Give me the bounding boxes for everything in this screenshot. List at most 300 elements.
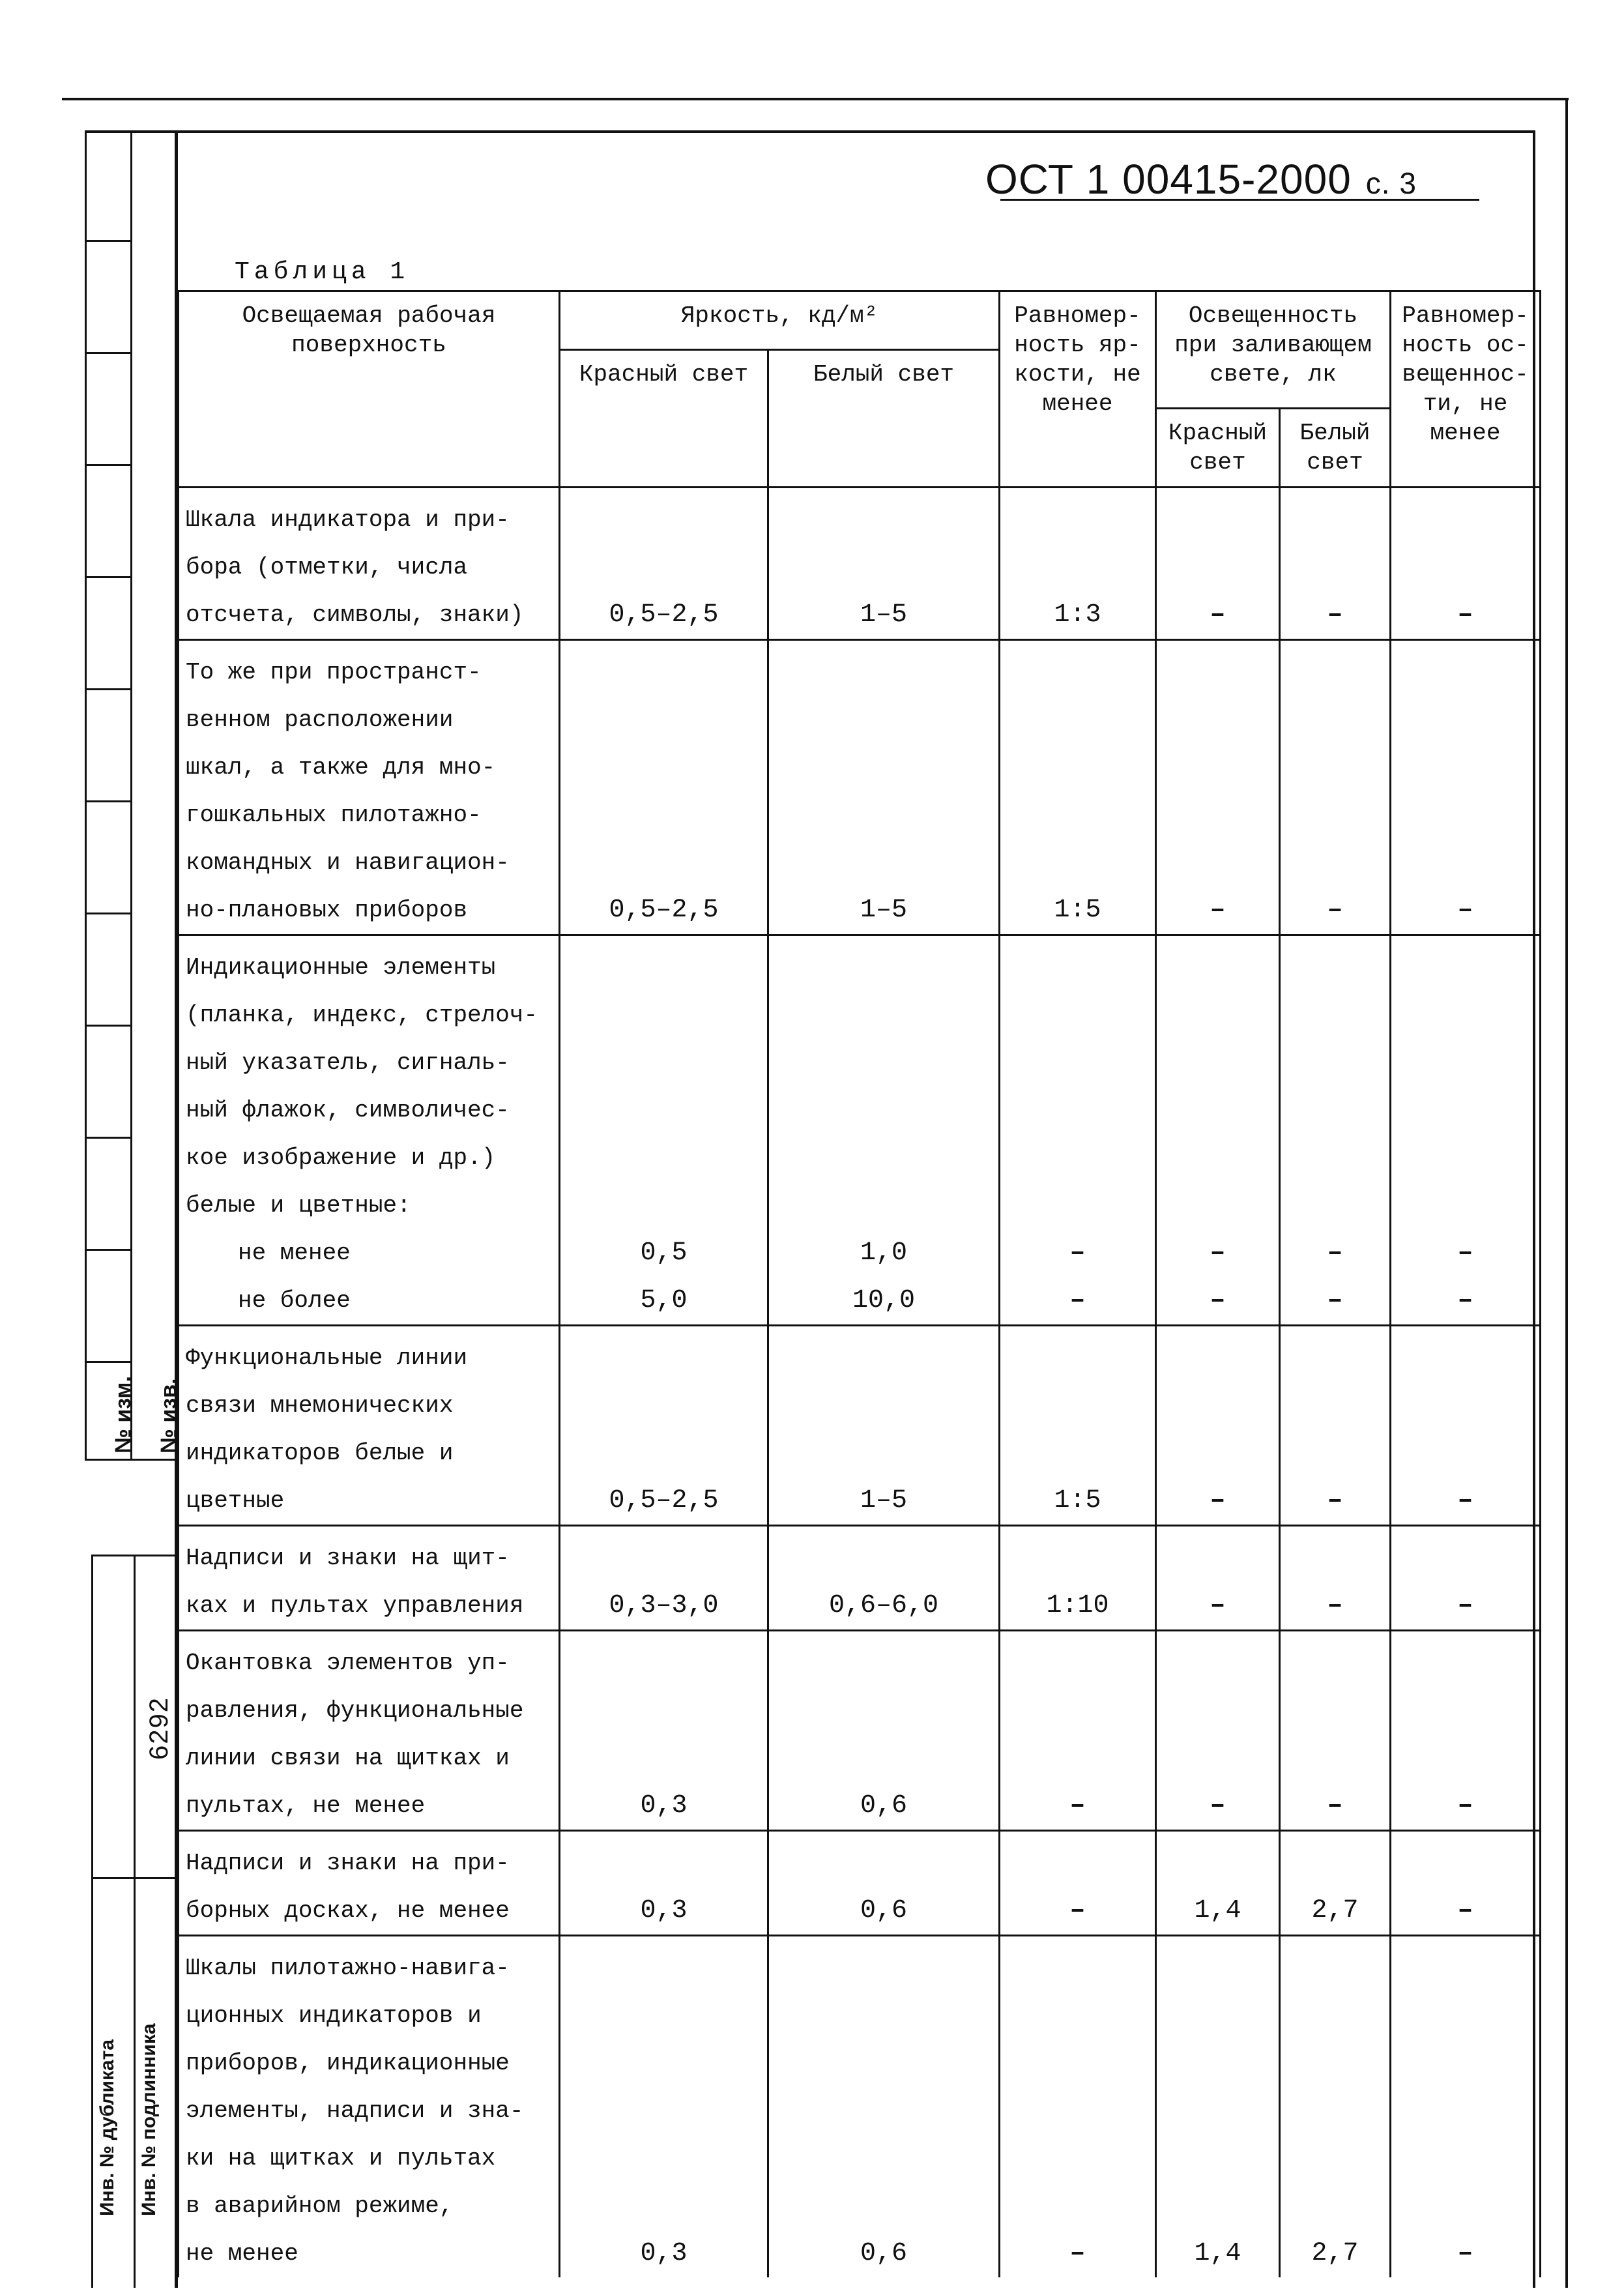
value: 0,5–2,5 [609, 600, 719, 630]
value [1157, 744, 1279, 791]
value [560, 544, 767, 591]
value [1157, 2135, 1279, 2182]
value [1157, 1334, 1279, 1382]
value [769, 1944, 998, 1992]
value [560, 2087, 767, 2135]
value [1391, 1534, 1539, 1582]
value [560, 1944, 767, 1992]
value [1281, 1382, 1389, 1429]
value [1391, 839, 1539, 886]
value [769, 839, 998, 886]
value [1281, 496, 1389, 544]
surface-line: гошкальных пилотажно- [186, 802, 482, 828]
surface-line: в аварийном режиме, [186, 2193, 454, 2219]
value [1157, 1182, 1279, 1229]
value [1000, 839, 1155, 886]
value [1281, 1944, 1389, 1992]
value [1000, 2182, 1155, 2230]
value [1000, 1992, 1155, 2039]
margin-tick-11 [85, 1361, 130, 1363]
value: – [1210, 1791, 1226, 1820]
margin-tick-7 [85, 913, 130, 914]
value: 1–5 [860, 600, 908, 630]
value [769, 944, 998, 991]
surface-line: связи мнемонических [186, 1392, 454, 1419]
surface-line: ный указатель, сигналь- [186, 1049, 510, 1076]
value: – [1457, 2239, 1473, 2268]
value [1391, 1992, 1539, 2039]
value: – [1457, 1896, 1473, 1925]
value: – [1210, 600, 1226, 630]
value [1000, 991, 1155, 1039]
value [1000, 1087, 1155, 1134]
surface-line: То же при пространст- [186, 659, 482, 686]
ill-white-cell [1280, 1936, 1391, 2278]
value [1000, 791, 1155, 839]
table-row [179, 1526, 1541, 1631]
value [1000, 1639, 1155, 1687]
value: – [1327, 600, 1343, 630]
value [1391, 544, 1539, 591]
surface-line: ки на щитках и пультах [186, 2145, 496, 2172]
margin-tick-9 [85, 1137, 130, 1139]
white-cell [768, 640, 1000, 935]
margin-tick-8 [85, 1025, 130, 1027]
white-cell [768, 1526, 1000, 1631]
red-cell [560, 1526, 768, 1631]
value [1391, 1334, 1539, 1382]
value [1391, 1382, 1539, 1429]
value [1281, 839, 1389, 886]
value [1281, 944, 1389, 991]
value [560, 1134, 767, 1182]
value [1391, 944, 1539, 991]
surface-line: линии связи на щитках и [186, 1745, 510, 1772]
value: 1:3 [1054, 600, 1101, 630]
value [1000, 1382, 1155, 1429]
value [1281, 1839, 1389, 1887]
col-surface-header: Освещаемая рабочая поверхность [179, 291, 560, 488]
value [769, 496, 998, 544]
uniform-cell [1000, 1526, 1156, 1631]
value: 2,7 [1311, 2239, 1359, 2268]
value [1391, 1134, 1539, 1182]
ill-white-cell [1280, 640, 1391, 935]
value: – [1457, 1591, 1473, 1620]
value [769, 1382, 998, 1429]
value [1391, 696, 1539, 744]
value [1391, 1182, 1539, 1229]
surface-line: ках и пультах управления [186, 1592, 524, 1619]
value: – [1069, 1791, 1086, 1820]
value [560, 496, 767, 544]
value [769, 744, 998, 791]
surface-line: Шкалы пилотажно-навига- [186, 1955, 510, 1981]
doc-title [985, 155, 1417, 203]
surface-line: Функциональные линии [186, 1345, 468, 1371]
value [1157, 2182, 1279, 2230]
value [1281, 991, 1389, 1039]
surface-line: не менее [186, 2240, 298, 2267]
value [1157, 696, 1279, 744]
col-white-header: Белый свет [768, 350, 1000, 488]
margin-tick-12 [85, 1459, 176, 1461]
table-row [179, 1326, 1541, 1526]
margin-col-line-2 [130, 130, 132, 1460]
value [1281, 744, 1389, 791]
value [1281, 2039, 1389, 2087]
col-illuminance-header: Освещенность при заливающем свете, лк [1156, 291, 1391, 409]
value [1281, 649, 1389, 696]
value: – [1457, 896, 1473, 925]
value [1000, 1039, 1155, 1087]
value [1391, 1087, 1539, 1134]
ill-red-cell [1156, 1831, 1280, 1936]
value [1281, 791, 1389, 839]
table-row [179, 935, 1541, 1326]
value [560, 1039, 767, 1087]
table-row [179, 1631, 1541, 1831]
surface-cell [179, 1631, 560, 1831]
ill-red-cell [1156, 488, 1280, 640]
value: – [1457, 1791, 1473, 1820]
white-cell [768, 1631, 1000, 1831]
value: 1:5 [1054, 1486, 1101, 1515]
margin-lower-mid [91, 1877, 176, 1879]
value: 1:10 [1046, 1591, 1109, 1620]
value: 1,0 [860, 1238, 908, 1268]
value [1000, 1334, 1155, 1382]
value [1281, 544, 1389, 591]
value [1281, 1687, 1389, 1734]
col-red-header: Красный свет [560, 350, 768, 488]
value [1281, 2182, 1389, 2230]
red-cell [560, 488, 768, 640]
value [1157, 1992, 1279, 2039]
inventory-number: 6292 [145, 1697, 173, 1760]
uniform-cell [1000, 1831, 1156, 1936]
value: 1–5 [860, 896, 908, 925]
value [560, 791, 767, 839]
white-cell [768, 1936, 1000, 2278]
value [560, 2135, 767, 2182]
margin-tick-3 [85, 464, 130, 466]
value [769, 1734, 998, 1782]
value [1157, 1944, 1279, 1992]
value [1391, 2087, 1539, 2135]
margin-tick-2 [85, 352, 130, 354]
value [560, 744, 767, 791]
value [560, 1382, 767, 1429]
value [1391, 791, 1539, 839]
uniform-ill-cell [1391, 640, 1541, 935]
surface-line: но-плановых приборов [186, 897, 468, 924]
value [1391, 2182, 1539, 2230]
value [769, 1534, 998, 1582]
value [560, 1734, 767, 1782]
col-uniform-brightness-header: Равномер-ность яр-кости, не менее [1000, 291, 1156, 488]
podl-stamp: Инв. № подлинника [138, 2023, 160, 2216]
surface-cell [179, 1936, 560, 2278]
surface-line: элементы, надписи и зна- [186, 2097, 524, 2124]
margin-tick-5 [85, 688, 130, 690]
ill-white-cell [1280, 1526, 1391, 1631]
ill-white-cell [1280, 1631, 1391, 1831]
value [1000, 1839, 1155, 1887]
value [1000, 1687, 1155, 1734]
value [1157, 496, 1279, 544]
value: – [1327, 1238, 1343, 1268]
surface-line: шкал, а также для мно- [186, 754, 496, 781]
value: – [1457, 1238, 1473, 1268]
ill-white-cell [1280, 488, 1391, 640]
value [1391, 1944, 1539, 1992]
surface-cell [179, 1326, 560, 1526]
red-cell [560, 1631, 768, 1831]
value [1000, 2039, 1155, 2087]
value [1157, 1839, 1279, 1887]
value [1281, 1639, 1389, 1687]
value [1157, 1382, 1279, 1429]
value [769, 1182, 998, 1229]
value [1157, 1134, 1279, 1182]
value [1391, 1734, 1539, 1782]
value [1000, 1734, 1155, 1782]
margin-tick-4 [85, 576, 130, 578]
uniform-cell [1000, 1326, 1156, 1526]
value: 0,3–3,0 [609, 1591, 719, 1620]
value [1000, 2087, 1155, 2135]
value [1281, 1534, 1389, 1582]
value [1281, 1334, 1389, 1382]
value [560, 1534, 767, 1582]
value: – [1069, 1896, 1086, 1925]
surface-line: Индикационные элементы [186, 954, 496, 981]
value: 0,3 [640, 1896, 688, 1925]
surface-cell [179, 935, 560, 1326]
value [560, 839, 767, 886]
ill-red-cell [1156, 640, 1280, 935]
value: – [1457, 1486, 1473, 1515]
value: 5,0 [640, 1286, 688, 1315]
surface-cell [179, 1526, 560, 1631]
value [1000, 1534, 1155, 1582]
izm-stamp-2: № изв. [156, 1378, 181, 1453]
value [1391, 496, 1539, 544]
value [1281, 696, 1389, 744]
table-row [179, 1936, 1541, 2278]
surface-line: (планка, индекс, стрелоч- [186, 1002, 538, 1029]
value [1000, 1134, 1155, 1182]
top-rule [62, 98, 1569, 100]
value [560, 1839, 767, 1887]
value: – [1457, 1286, 1473, 1315]
value [769, 1334, 998, 1382]
value [1281, 1134, 1389, 1182]
value: – [1327, 1486, 1343, 1515]
value: – [1327, 1286, 1343, 1315]
uniform-ill-cell [1391, 935, 1541, 1326]
value [769, 696, 998, 744]
value [1157, 1087, 1279, 1134]
ill-red-cell [1156, 1936, 1280, 2278]
frame-right-border [1565, 98, 1568, 2288]
white-cell [768, 1831, 1000, 1936]
surface-cell [179, 488, 560, 640]
value: – [1210, 1238, 1226, 1268]
margin-lower-col-1 [91, 1555, 93, 2288]
red-cell [560, 640, 768, 935]
value: 0,5–2,5 [609, 1486, 719, 1515]
margin-tick-10 [85, 1249, 130, 1251]
value [560, 2182, 767, 2230]
value [560, 1087, 767, 1134]
uniform-ill-cell [1391, 1526, 1541, 1631]
red-cell [560, 1936, 768, 2278]
margin-lower-top [91, 1555, 176, 1556]
value [769, 2135, 998, 2182]
value [769, 1687, 998, 1734]
margin-tick-6 [85, 800, 130, 802]
value [769, 1087, 998, 1134]
value [1000, 944, 1155, 991]
value [1391, 1639, 1539, 1687]
surface-line: отсчета, символы, знаки) [186, 602, 524, 628]
margin-tick-1 [85, 240, 130, 242]
value [769, 1839, 998, 1887]
value [1157, 2039, 1279, 2087]
surface-line: приборов, индикационные [186, 2050, 510, 2077]
value [1281, 1734, 1389, 1782]
table-body [179, 488, 1541, 2278]
value [1157, 1534, 1279, 1582]
izm-stamp-1: № изм. [111, 1376, 136, 1453]
value [560, 1429, 767, 1477]
value [769, 544, 998, 591]
value [1281, 1182, 1389, 1229]
value [1157, 839, 1279, 886]
value [1281, 1087, 1389, 1134]
surface-line: Шкала индикатора и при- [186, 506, 510, 533]
value: – [1327, 1591, 1343, 1620]
frame-top-border [85, 130, 1535, 133]
standards-table [177, 290, 1541, 2277]
value [560, 944, 767, 991]
surface-line: равления, функциональные [186, 1697, 524, 1724]
value [1000, 744, 1155, 791]
surface-line: индикаторов белые и [186, 1440, 454, 1467]
value: 2,7 [1311, 1896, 1359, 1925]
surface-cell [179, 640, 560, 935]
value [1000, 696, 1155, 744]
value: – [1210, 1591, 1226, 1620]
value: 0,3 [640, 1791, 688, 1820]
ill-red-cell [1156, 1326, 1280, 1526]
value [1000, 2135, 1155, 2182]
value [560, 2039, 767, 2087]
value [1391, 1039, 1539, 1087]
uniform-cell [1000, 1936, 1156, 2278]
value [560, 1992, 767, 2039]
surface-line: венном расположении [186, 707, 454, 733]
value: – [1069, 1238, 1086, 1268]
value [769, 649, 998, 696]
value: – [1327, 1791, 1343, 1820]
red-cell [560, 935, 768, 1326]
uniform-ill-cell [1391, 488, 1541, 640]
surface-line: Надписи и знаки на щит- [186, 1545, 510, 1571]
value [1157, 991, 1279, 1039]
value [769, 791, 998, 839]
value [1391, 2135, 1539, 2182]
value [1281, 2087, 1389, 2135]
surface-line: командных и навигацион- [186, 849, 510, 876]
white-cell [768, 935, 1000, 1326]
value: 0,5–2,5 [609, 896, 719, 925]
value [560, 1687, 767, 1734]
ill-red-cell [1156, 1631, 1280, 1831]
value: 0,6–6,0 [828, 1591, 939, 1620]
uniform-cell [1000, 1631, 1156, 1831]
value [1391, 649, 1539, 696]
value: – [1210, 896, 1226, 925]
value [1391, 744, 1539, 791]
value [1391, 991, 1539, 1039]
surface-line: цветные [186, 1487, 285, 1514]
uniform-cell [1000, 640, 1156, 935]
value [1391, 1839, 1539, 1887]
uniform-cell [1000, 935, 1156, 1326]
margin-lower-col-2 [134, 1555, 136, 2288]
surface-line: кое изображение и др.) [186, 1145, 496, 1171]
surface-line: белые и цветные: [186, 1192, 411, 1219]
value [1281, 1992, 1389, 2039]
surface-line: Надписи и знаки на при- [186, 1850, 510, 1877]
value: 10,0 [852, 1286, 916, 1315]
dubl-stamp: Инв. № дубликата [96, 2039, 118, 2216]
red-cell [560, 1326, 768, 1526]
value [1391, 1687, 1539, 1734]
uniform-ill-cell [1391, 1631, 1541, 1831]
value [1157, 544, 1279, 591]
value [769, 1134, 998, 1182]
ill-red-cell [1156, 935, 1280, 1326]
surface-line: бора (отметки, числа [186, 554, 468, 581]
value [1000, 544, 1155, 591]
value: – [1327, 896, 1343, 925]
value [1281, 2135, 1389, 2182]
table-row [179, 488, 1541, 640]
value [1281, 1039, 1389, 1087]
uniform-ill-cell [1391, 1831, 1541, 1936]
value [560, 696, 767, 744]
surface-line: не менее [238, 1240, 351, 1266]
red-cell [560, 1831, 768, 1936]
margin-col-line-1 [85, 130, 87, 1460]
value [1391, 1429, 1539, 1477]
value [1157, 1734, 1279, 1782]
value [769, 2182, 998, 2230]
value: 0,6 [860, 1896, 908, 1925]
value: – [1457, 600, 1473, 630]
white-cell [768, 1326, 1000, 1526]
col-ill-white-header: Белый свет [1280, 409, 1391, 488]
value: – [1210, 1486, 1226, 1515]
doc-code: ОСТ 1 00415-2000 [985, 156, 1352, 203]
uniform-ill-cell [1391, 1326, 1541, 1526]
value [1157, 1039, 1279, 1087]
value [1157, 791, 1279, 839]
